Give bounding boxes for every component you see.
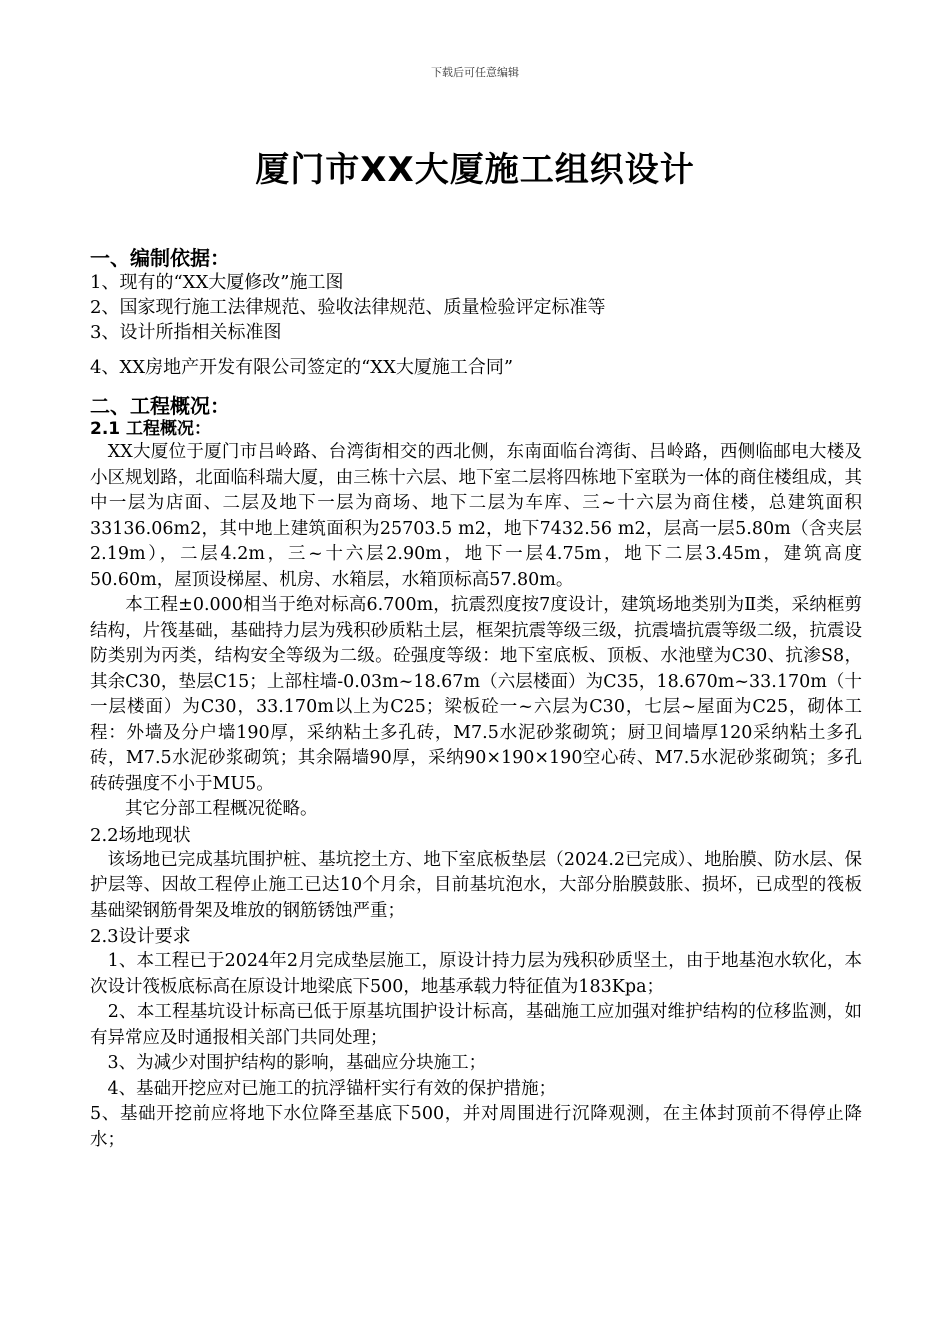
subsection-2-3-heading: 2.3设计要求 xyxy=(90,926,191,947)
basis-item: 3、设计所指相关标准图 xyxy=(90,322,282,343)
other-paragraph: 其它分部工程概况從略。 xyxy=(90,799,318,819)
site-status-paragraph: 该场地已完成基坑围护桩、基坑挖土方、地下室底板垫层（2024.2已完成）、地胎膜、防水层、保护层等、因故工程停止施工已达10个月余，目前基坑泡水，大部分胎膜鼓胀、损坏，已成型的筏板基础梁钢筋骨架及堆放的钢筋锈蚀严重； xyxy=(90,849,862,921)
section1-heading: 一、编制依据： xyxy=(90,246,230,270)
requirement-item: 1、本工程已于2024年2月完成垫层施工，原设计持力层为残积砂质坚土，由于地基泡水软化，本次设计筏板底标高在原设计地梁底下500，地基承载力特征值为183Kpa； xyxy=(90,951,862,997)
document-body xyxy=(90,246,862,1153)
basis-item: 4、XX房地产开发有限公司签定的“XX大厦施工合同” xyxy=(90,357,514,378)
subsection-2-2-heading: 2.2场地现状 xyxy=(90,824,191,846)
structure-paragraph: 本工程±0.000相当于绝对标高6.700m，抗震烈度按7度设计，建筑场地类别为Ⅱ类，采纳框剪结构，片筏基础，基础持力层为残积砂质粘土层，框架抗震等级三级，抗震墙抗震等级二级，抗震设防类别为丙类，结构安全等级为二级。砼强度等级：地下室底板、顶板、水池壁为C30、抗渗S8，其余C30，垫层C15；上部柱墙-0.03m~18.67m（六层楼面）为C35，18.670m~33.170m（十一层楼面）为C30，33.170m以上为C25；梁板砼一~六层为C30，七层~屋面为C25，砌体工程：外墙及分户墙190厚，采纳粘土多孔砖，M7.5水泥砂浆砌筑；厨卫间墙厚120采纳粘土多孔砖，M7.5水泥砂浆砌筑；其余隔墙90厚，采纳90×190×190空心砖、M7.5水泥砂浆砌筑；多孔砖砖强度不小于MU5。 xyxy=(90,595,862,794)
requirement-item: 2、本工程基坑设计标高已低于原基坑围护设计标高，基础施工应加强对维护结构的位移监测，如有异常应及时通报相关部门共同处理； xyxy=(90,1002,862,1048)
basis-item: 1、现有的“XX大厦修改”施工图 xyxy=(90,272,344,293)
section2-heading: 二、工程概况： xyxy=(90,394,230,418)
basis-item: 2、国家现行施工法律规范、验收法律规范、质量检验评定标准等 xyxy=(90,297,606,318)
header-note: 下载后可任意编辑 xyxy=(431,66,519,79)
requirement-item: 3、为减少对围护结构的影响，基础应分块施工； xyxy=(90,1053,487,1073)
requirement-item: 4、基础开挖应对已施工的抗浮锚杆实行有效的保护措施； xyxy=(90,1078,557,1099)
overview-paragraph: XX大厦位于厦门市吕岭路、台湾街相交的西北侧，东南面临台湾街、吕岭路，西侧临邮电大楼及小区规划路，北面临科瑞大厦，由三栋十六层、地下室二层将四栋地下室联为一体的商住楼组成，其中一层为店面、二层及地下一层为商场、地下二层为车库、三~十六层为商住楼，总建筑面积33136.06m2，其中地上建筑面积为25703.5 m2，地下7432.56 m2，层高一层5.80m（含夹层2.19m），二层4.2m，三~十六层2.90m，地下一层4.75m，地下二层3.45m，建筑高度50.60m，屋顶设梯屋、机房、水箱层，水箱顶标高57.80m。 xyxy=(90,442,862,590)
subsection-2-1-heading: 2.1 工程概况： xyxy=(90,419,212,439)
document-title: 厦门市XX大厦施工组织设计 xyxy=(255,150,695,190)
requirement-item: 5、基础开挖前应将地下水位降至基底下500，并对周围进行沉降观测，在主体封顶前不得停止降水； xyxy=(90,1104,862,1150)
